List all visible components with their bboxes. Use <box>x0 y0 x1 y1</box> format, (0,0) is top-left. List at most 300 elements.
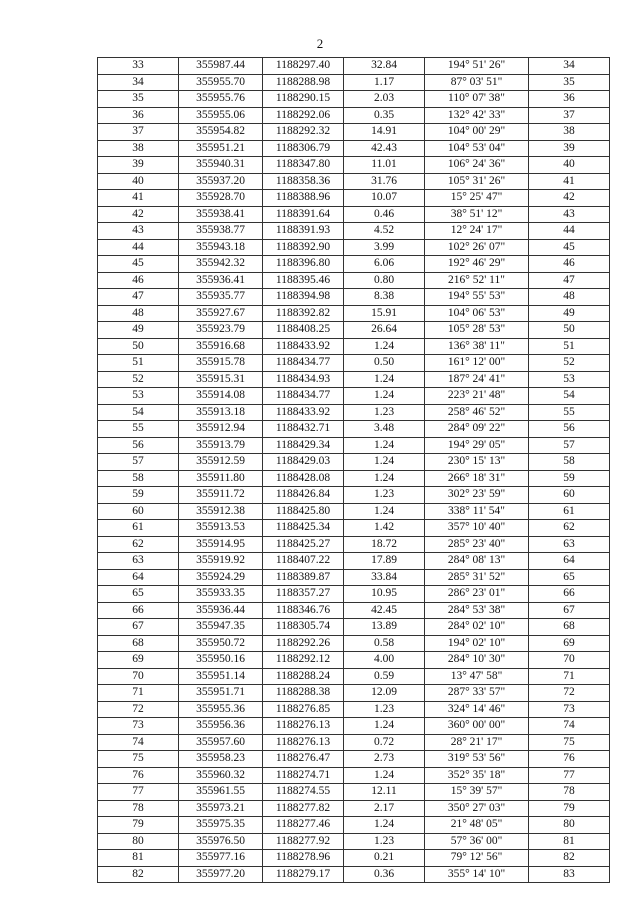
table-row <box>98 685 610 702</box>
distance-cell: 0.80 <box>344 272 425 289</box>
point-from-cell: 64 <box>98 569 179 586</box>
x-coordinate-cell: 355955.76 <box>179 91 263 108</box>
bearing-cell: 105° 28' 53" <box>425 322 529 339</box>
point-to-cell: 79 <box>529 800 610 817</box>
distance-cell: 1.24 <box>344 437 425 454</box>
x-coordinate-cell: 355958.23 <box>179 751 263 768</box>
bearing-cell: 285° 31' 52" <box>425 569 529 586</box>
y-coordinate-cell: 1188276.47 <box>263 751 344 768</box>
x-coordinate-cell: 355975.35 <box>179 817 263 834</box>
y-coordinate-cell: 1188290.15 <box>263 91 344 108</box>
table-row <box>98 74 610 91</box>
bearing-cell: 285° 23' 40" <box>425 536 529 553</box>
bearing-cell: 258° 46' 52" <box>425 404 529 421</box>
table-row <box>98 784 610 801</box>
point-to-cell: 71 <box>529 668 610 685</box>
distance-cell: 11.01 <box>344 157 425 174</box>
distance-cell: 1.17 <box>344 74 425 91</box>
distance-cell: 1.24 <box>344 470 425 487</box>
table-row <box>98 190 610 207</box>
distance-cell: 0.46 <box>344 206 425 223</box>
bearing-cell: 136° 38' 11" <box>425 338 529 355</box>
x-coordinate-cell: 355950.16 <box>179 652 263 669</box>
table-row <box>98 536 610 553</box>
point-to-cell: 46 <box>529 256 610 273</box>
bearing-cell: 187° 24' 41" <box>425 371 529 388</box>
distance-cell: 1.24 <box>344 817 425 834</box>
point-from-cell: 81 <box>98 850 179 867</box>
distance-cell: 1.24 <box>344 338 425 355</box>
point-from-cell: 69 <box>98 652 179 669</box>
x-coordinate-cell: 355951.71 <box>179 685 263 702</box>
point-from-cell: 48 <box>98 305 179 322</box>
table-row <box>98 850 610 867</box>
y-coordinate-cell: 1188358.36 <box>263 173 344 190</box>
bearing-cell: 28° 21' 17" <box>425 734 529 751</box>
point-from-cell: 59 <box>98 487 179 504</box>
bearing-cell: 132° 42' 33" <box>425 107 529 124</box>
table-row <box>98 619 610 636</box>
distance-cell: 1.24 <box>344 454 425 471</box>
x-coordinate-cell: 355942.32 <box>179 256 263 273</box>
point-from-cell: 45 <box>98 256 179 273</box>
x-coordinate-cell: 355924.29 <box>179 569 263 586</box>
y-coordinate-cell: 1188392.90 <box>263 239 344 256</box>
point-from-cell: 37 <box>98 124 179 141</box>
table-row <box>98 668 610 685</box>
bearing-cell: 21° 48' 05" <box>425 817 529 834</box>
x-coordinate-cell: 355947.35 <box>179 619 263 636</box>
distance-cell: 2.73 <box>344 751 425 768</box>
distance-cell: 1.24 <box>344 371 425 388</box>
point-to-cell: 39 <box>529 140 610 157</box>
point-to-cell: 40 <box>529 157 610 174</box>
y-coordinate-cell: 1188276.85 <box>263 701 344 718</box>
bearing-cell: 15° 25' 47" <box>425 190 529 207</box>
point-to-cell: 61 <box>529 503 610 520</box>
y-coordinate-cell: 1188278.96 <box>263 850 344 867</box>
point-from-cell: 55 <box>98 421 179 438</box>
point-from-cell: 38 <box>98 140 179 157</box>
point-from-cell: 75 <box>98 751 179 768</box>
y-coordinate-cell: 1188347.80 <box>263 157 344 174</box>
point-to-cell: 83 <box>529 866 610 883</box>
x-coordinate-cell: 355954.82 <box>179 124 263 141</box>
bearing-cell: 161° 12' 00" <box>425 355 529 372</box>
distance-cell: 4.00 <box>344 652 425 669</box>
y-coordinate-cell: 1188426.84 <box>263 487 344 504</box>
bearing-cell: 360° 00' 00" <box>425 718 529 735</box>
bearing-cell: 284° 09' 22" <box>425 421 529 438</box>
table-row <box>98 107 610 124</box>
distance-cell: 14.91 <box>344 124 425 141</box>
table-row <box>98 91 610 108</box>
distance-cell: 13.89 <box>344 619 425 636</box>
y-coordinate-cell: 1188434.77 <box>263 388 344 405</box>
distance-cell: 17.89 <box>344 553 425 570</box>
bearing-cell: 194° 02' 10" <box>425 635 529 652</box>
x-coordinate-cell: 355960.32 <box>179 767 263 784</box>
bearing-cell: 87° 03' 51" <box>425 74 529 91</box>
y-coordinate-cell: 1188425.80 <box>263 503 344 520</box>
point-to-cell: 49 <box>529 305 610 322</box>
table-row <box>98 338 610 355</box>
bearing-cell: 338° 11' 54" <box>425 503 529 520</box>
bearing-cell: 57° 36' 00" <box>425 833 529 850</box>
table-row <box>98 652 610 669</box>
table-row <box>98 487 610 504</box>
bearing-cell: 194° 55' 53" <box>425 289 529 306</box>
point-from-cell: 52 <box>98 371 179 388</box>
bearing-cell: 352° 35' 18" <box>425 767 529 784</box>
table-row <box>98 58 610 75</box>
point-to-cell: 65 <box>529 569 610 586</box>
coordinates-table-body <box>98 58 610 883</box>
x-coordinate-cell: 355938.77 <box>179 223 263 240</box>
point-from-cell: 74 <box>98 734 179 751</box>
x-coordinate-cell: 355955.06 <box>179 107 263 124</box>
bearing-cell: 110° 07' 38" <box>425 91 529 108</box>
point-from-cell: 40 <box>98 173 179 190</box>
point-to-cell: 42 <box>529 190 610 207</box>
point-from-cell: 78 <box>98 800 179 817</box>
x-coordinate-cell: 355928.70 <box>179 190 263 207</box>
point-to-cell: 36 <box>529 91 610 108</box>
x-coordinate-cell: 355914.08 <box>179 388 263 405</box>
point-to-cell: 52 <box>529 355 610 372</box>
point-from-cell: 47 <box>98 289 179 306</box>
table-row <box>98 404 610 421</box>
y-coordinate-cell: 1188433.92 <box>263 338 344 355</box>
point-to-cell: 66 <box>529 586 610 603</box>
point-to-cell: 69 <box>529 635 610 652</box>
point-from-cell: 70 <box>98 668 179 685</box>
point-to-cell: 81 <box>529 833 610 850</box>
point-from-cell: 80 <box>98 833 179 850</box>
x-coordinate-cell: 355935.77 <box>179 289 263 306</box>
x-coordinate-cell: 355961.55 <box>179 784 263 801</box>
distance-cell: 12.09 <box>344 685 425 702</box>
point-to-cell: 70 <box>529 652 610 669</box>
table-row <box>98 289 610 306</box>
distance-cell: 3.48 <box>344 421 425 438</box>
bearing-cell: 15° 39' 57" <box>425 784 529 801</box>
table-row <box>98 734 610 751</box>
distance-cell: 42.45 <box>344 602 425 619</box>
y-coordinate-cell: 1188276.13 <box>263 718 344 735</box>
point-to-cell: 56 <box>529 421 610 438</box>
x-coordinate-cell: 355912.59 <box>179 454 263 471</box>
table-row <box>98 272 610 289</box>
point-from-cell: 76 <box>98 767 179 784</box>
bearing-cell: 350° 27' 03" <box>425 800 529 817</box>
point-to-cell: 63 <box>529 536 610 553</box>
x-coordinate-cell: 355914.95 <box>179 536 263 553</box>
x-coordinate-cell: 355916.68 <box>179 338 263 355</box>
point-from-cell: 43 <box>98 223 179 240</box>
y-coordinate-cell: 1188396.80 <box>263 256 344 273</box>
bearing-cell: 284° 02' 10" <box>425 619 529 636</box>
table-row <box>98 437 610 454</box>
y-coordinate-cell: 1188274.71 <box>263 767 344 784</box>
point-from-cell: 53 <box>98 388 179 405</box>
y-coordinate-cell: 1188407.22 <box>263 553 344 570</box>
point-to-cell: 51 <box>529 338 610 355</box>
point-to-cell: 74 <box>529 718 610 735</box>
x-coordinate-cell: 355923.79 <box>179 322 263 339</box>
table-row <box>98 305 610 322</box>
distance-cell: 2.17 <box>344 800 425 817</box>
x-coordinate-cell: 355973.21 <box>179 800 263 817</box>
y-coordinate-cell: 1188432.71 <box>263 421 344 438</box>
x-coordinate-cell: 355912.38 <box>179 503 263 520</box>
y-coordinate-cell: 1188277.92 <box>263 833 344 850</box>
point-from-cell: 67 <box>98 619 179 636</box>
table-row <box>98 751 610 768</box>
bearing-cell: 355° 14' 10" <box>425 866 529 883</box>
distance-cell: 18.72 <box>344 536 425 553</box>
point-to-cell: 43 <box>529 206 610 223</box>
point-to-cell: 75 <box>529 734 610 751</box>
table-row <box>98 421 610 438</box>
distance-cell: 10.07 <box>344 190 425 207</box>
x-coordinate-cell: 355937.20 <box>179 173 263 190</box>
distance-cell: 0.21 <box>344 850 425 867</box>
y-coordinate-cell: 1188392.82 <box>263 305 344 322</box>
point-to-cell: 35 <box>529 74 610 91</box>
x-coordinate-cell: 355957.60 <box>179 734 263 751</box>
point-to-cell: 55 <box>529 404 610 421</box>
table-row <box>98 124 610 141</box>
distance-cell: 0.58 <box>344 635 425 652</box>
table-row <box>98 256 610 273</box>
point-from-cell: 79 <box>98 817 179 834</box>
point-from-cell: 42 <box>98 206 179 223</box>
bearing-cell: 287° 33' 57" <box>425 685 529 702</box>
y-coordinate-cell: 1188391.93 <box>263 223 344 240</box>
point-from-cell: 51 <box>98 355 179 372</box>
distance-cell: 1.42 <box>344 520 425 537</box>
x-coordinate-cell: 355911.80 <box>179 470 263 487</box>
y-coordinate-cell: 1188389.87 <box>263 569 344 586</box>
y-coordinate-cell: 1188288.24 <box>263 668 344 685</box>
x-coordinate-cell: 355976.50 <box>179 833 263 850</box>
point-to-cell: 58 <box>529 454 610 471</box>
point-from-cell: 82 <box>98 866 179 883</box>
table-row <box>98 173 610 190</box>
bearing-cell: 216° 52' 11" <box>425 272 529 289</box>
point-to-cell: 34 <box>529 58 610 75</box>
point-from-cell: 57 <box>98 454 179 471</box>
x-coordinate-cell: 355943.18 <box>179 239 263 256</box>
y-coordinate-cell: 1188292.26 <box>263 635 344 652</box>
y-coordinate-cell: 1188408.25 <box>263 322 344 339</box>
y-coordinate-cell: 1188306.79 <box>263 140 344 157</box>
point-to-cell: 45 <box>529 239 610 256</box>
y-coordinate-cell: 1188428.08 <box>263 470 344 487</box>
point-to-cell: 76 <box>529 751 610 768</box>
point-from-cell: 65 <box>98 586 179 603</box>
distance-cell: 1.23 <box>344 404 425 421</box>
bearing-cell: 79° 12' 56" <box>425 850 529 867</box>
y-coordinate-cell: 1188292.12 <box>263 652 344 669</box>
bearing-cell: 38° 51' 12" <box>425 206 529 223</box>
distance-cell: 10.95 <box>344 586 425 603</box>
distance-cell: 12.11 <box>344 784 425 801</box>
point-to-cell: 60 <box>529 487 610 504</box>
point-to-cell: 72 <box>529 685 610 702</box>
y-coordinate-cell: 1188425.27 <box>263 536 344 553</box>
point-to-cell: 68 <box>529 619 610 636</box>
table-row <box>98 503 610 520</box>
bearing-cell: 104° 53' 04" <box>425 140 529 157</box>
point-to-cell: 67 <box>529 602 610 619</box>
bearing-cell: 105° 31' 26" <box>425 173 529 190</box>
distance-cell: 1.23 <box>344 487 425 504</box>
y-coordinate-cell: 1188433.92 <box>263 404 344 421</box>
table-row <box>98 206 610 223</box>
x-coordinate-cell: 355936.41 <box>179 272 263 289</box>
bearing-cell: 284° 10' 30" <box>425 652 529 669</box>
y-coordinate-cell: 1188277.46 <box>263 817 344 834</box>
point-to-cell: 37 <box>529 107 610 124</box>
bearing-cell: 104° 06' 53" <box>425 305 529 322</box>
x-coordinate-cell: 355977.20 <box>179 866 263 883</box>
y-coordinate-cell: 1188388.96 <box>263 190 344 207</box>
table-row <box>98 223 610 240</box>
y-coordinate-cell: 1188305.74 <box>263 619 344 636</box>
point-to-cell: 82 <box>529 850 610 867</box>
distance-cell: 0.50 <box>344 355 425 372</box>
point-from-cell: 44 <box>98 239 179 256</box>
table-row <box>98 586 610 603</box>
point-from-cell: 54 <box>98 404 179 421</box>
point-from-cell: 66 <box>98 602 179 619</box>
table-row <box>98 322 610 339</box>
point-to-cell: 80 <box>529 817 610 834</box>
x-coordinate-cell: 355915.78 <box>179 355 263 372</box>
bearing-cell: 102° 26' 07" <box>425 239 529 256</box>
point-from-cell: 77 <box>98 784 179 801</box>
y-coordinate-cell: 1188279.17 <box>263 866 344 883</box>
x-coordinate-cell: 355936.44 <box>179 602 263 619</box>
x-coordinate-cell: 355912.94 <box>179 421 263 438</box>
point-to-cell: 48 <box>529 289 610 306</box>
y-coordinate-cell: 1188276.13 <box>263 734 344 751</box>
y-coordinate-cell: 1188292.32 <box>263 124 344 141</box>
point-from-cell: 33 <box>98 58 179 75</box>
x-coordinate-cell: 355940.31 <box>179 157 263 174</box>
y-coordinate-cell: 1188277.82 <box>263 800 344 817</box>
bearing-cell: 319° 53' 56" <box>425 751 529 768</box>
point-to-cell: 53 <box>529 371 610 388</box>
y-coordinate-cell: 1188357.27 <box>263 586 344 603</box>
table-row <box>98 553 610 570</box>
x-coordinate-cell: 355927.67 <box>179 305 263 322</box>
y-coordinate-cell: 1188391.64 <box>263 206 344 223</box>
distance-cell: 1.24 <box>344 503 425 520</box>
point-from-cell: 63 <box>98 553 179 570</box>
table-row <box>98 701 610 718</box>
y-coordinate-cell: 1188288.98 <box>263 74 344 91</box>
table-row <box>98 520 610 537</box>
point-from-cell: 71 <box>98 685 179 702</box>
bearing-cell: 302° 23' 59" <box>425 487 529 504</box>
table-row <box>98 866 610 883</box>
y-coordinate-cell: 1188274.55 <box>263 784 344 801</box>
distance-cell: 33.84 <box>344 569 425 586</box>
point-from-cell: 68 <box>98 635 179 652</box>
x-coordinate-cell: 355915.31 <box>179 371 263 388</box>
distance-cell: 42.43 <box>344 140 425 157</box>
point-to-cell: 77 <box>529 767 610 784</box>
table-row <box>98 140 610 157</box>
y-coordinate-cell: 1188429.03 <box>263 454 344 471</box>
bearing-cell: 223° 21' 48" <box>425 388 529 405</box>
y-coordinate-cell: 1188394.98 <box>263 289 344 306</box>
point-to-cell: 38 <box>529 124 610 141</box>
y-coordinate-cell: 1188425.34 <box>263 520 344 537</box>
x-coordinate-cell: 355987.44 <box>179 58 263 75</box>
table-row <box>98 388 610 405</box>
x-coordinate-cell: 355977.16 <box>179 850 263 867</box>
bearing-cell: 192° 46' 29" <box>425 256 529 273</box>
distance-cell: 0.35 <box>344 107 425 124</box>
distance-cell: 0.72 <box>344 734 425 751</box>
table-row <box>98 470 610 487</box>
point-from-cell: 56 <box>98 437 179 454</box>
point-from-cell: 41 <box>98 190 179 207</box>
distance-cell: 1.23 <box>344 833 425 850</box>
table-row <box>98 718 610 735</box>
bearing-cell: 284° 08' 13" <box>425 553 529 570</box>
point-from-cell: 46 <box>98 272 179 289</box>
bearing-cell: 106° 24' 36" <box>425 157 529 174</box>
y-coordinate-cell: 1188297.40 <box>263 58 344 75</box>
distance-cell: 1.23 <box>344 701 425 718</box>
table-row <box>98 569 610 586</box>
point-from-cell: 34 <box>98 74 179 91</box>
coordinates-table <box>97 57 610 883</box>
distance-cell: 26.64 <box>344 322 425 339</box>
bearing-cell: 230° 15' 13" <box>425 454 529 471</box>
x-coordinate-cell: 355955.70 <box>179 74 263 91</box>
bearing-cell: 194° 29' 05" <box>425 437 529 454</box>
distance-cell: 8.38 <box>344 289 425 306</box>
table-row <box>98 454 610 471</box>
point-from-cell: 35 <box>98 91 179 108</box>
y-coordinate-cell: 1188288.38 <box>263 685 344 702</box>
x-coordinate-cell: 355933.35 <box>179 586 263 603</box>
distance-cell: 15.91 <box>344 305 425 322</box>
distance-cell: 0.59 <box>344 668 425 685</box>
distance-cell: 0.36 <box>344 866 425 883</box>
point-to-cell: 59 <box>529 470 610 487</box>
point-to-cell: 62 <box>529 520 610 537</box>
y-coordinate-cell: 1188434.93 <box>263 371 344 388</box>
distance-cell: 4.52 <box>344 223 425 240</box>
point-to-cell: 54 <box>529 388 610 405</box>
distance-cell: 1.24 <box>344 718 425 735</box>
bearing-cell: 12° 24' 17" <box>425 223 529 240</box>
distance-cell: 6.06 <box>344 256 425 273</box>
distance-cell: 3.99 <box>344 239 425 256</box>
distance-cell: 2.03 <box>344 91 425 108</box>
bearing-cell: 104° 00' 29" <box>425 124 529 141</box>
point-to-cell: 44 <box>529 223 610 240</box>
table-row <box>98 371 610 388</box>
table-row <box>98 602 610 619</box>
